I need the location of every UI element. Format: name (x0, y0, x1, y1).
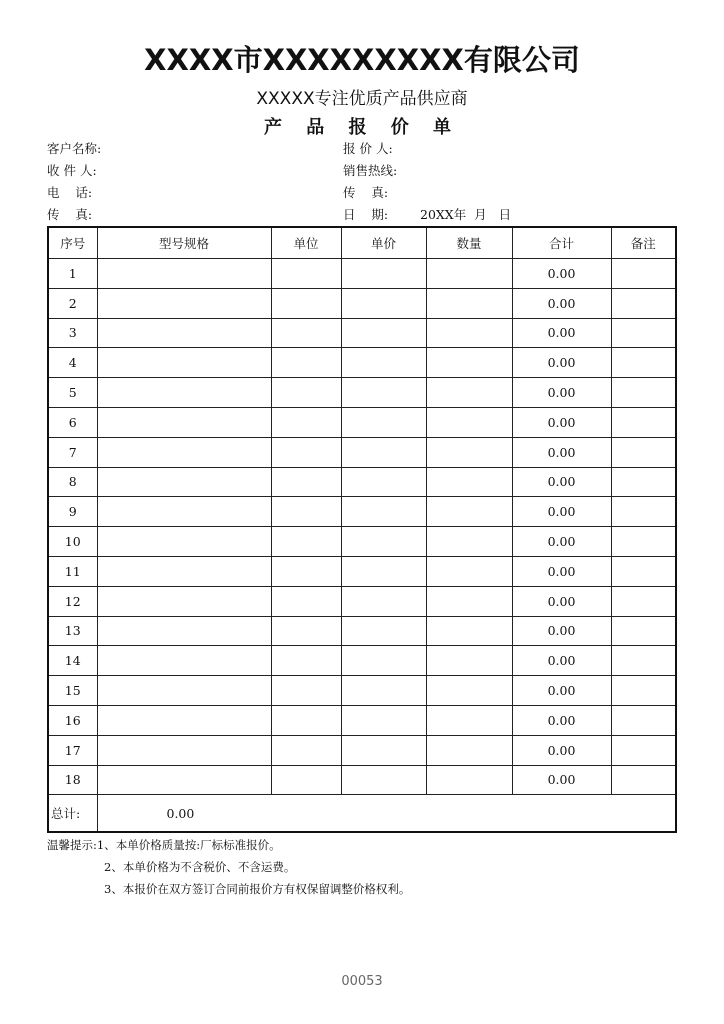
quantity-cell[interactable] (426, 586, 512, 616)
unit-price-cell[interactable] (341, 497, 426, 527)
unit-price-cell[interactable] (341, 378, 426, 408)
unit-price-cell[interactable] (341, 646, 426, 676)
quantity-cell[interactable] (426, 259, 512, 289)
row-total-cell: 0.00 (512, 497, 611, 527)
unit-price-cell[interactable] (341, 616, 426, 646)
document-title: 产 品 报 价 单 (263, 117, 461, 138)
quantity-cell[interactable] (426, 556, 512, 586)
row-total-cell: 0.00 (512, 259, 611, 289)
remarks-cell[interactable] (611, 497, 676, 527)
row-number-cell: 18 (48, 765, 97, 795)
model-spec-cell[interactable] (97, 437, 271, 467)
date-label: 日 期: (343, 207, 389, 222)
remarks-cell[interactable] (611, 646, 676, 676)
column-header: 序号 (48, 227, 97, 259)
quantity-cell[interactable] (426, 378, 512, 408)
quantity-cell[interactable] (426, 407, 512, 437)
fax-left-label: 传 真: (47, 207, 93, 222)
quantity-cell[interactable] (426, 735, 512, 765)
company-name: XXXX市XXXXXXXXX有限公司 (144, 43, 580, 77)
table-row (48, 288, 676, 318)
row-number-cell: 4 (48, 348, 97, 378)
row-number-cell: 14 (48, 646, 97, 676)
table-row (48, 259, 676, 289)
row-number-cell: 7 (48, 437, 97, 467)
row-number-cell: 6 (48, 407, 97, 437)
remarks-cell[interactable] (611, 378, 676, 408)
unit-price-cell[interactable] (341, 318, 426, 348)
remarks-cell[interactable] (611, 556, 676, 586)
quote-table (47, 226, 677, 833)
remarks-cell[interactable] (611, 586, 676, 616)
table-row (48, 705, 676, 735)
remarks-cell[interactable] (611, 288, 676, 318)
sales-hotline-label: 销售热线: (343, 163, 398, 178)
model-spec-cell[interactable] (97, 646, 271, 676)
note-line-3: 3、本报价在双方签订合同前报价方有权保留调整价格权利。 (104, 882, 411, 896)
company-slogan: XXXXX专注优质产品供应商 (256, 89, 468, 109)
remarks-cell[interactable] (611, 705, 676, 735)
remarks-cell[interactable] (611, 437, 676, 467)
model-spec-cell[interactable] (97, 676, 271, 706)
row-total-cell: 0.00 (512, 437, 611, 467)
quantity-cell[interactable] (426, 288, 512, 318)
model-spec-cell[interactable] (97, 288, 271, 318)
row-number-cell: 10 (48, 527, 97, 557)
row-total-cell: 0.00 (512, 407, 611, 437)
unit-cell[interactable] (271, 288, 341, 318)
remarks-cell[interactable] (611, 527, 676, 557)
table-row (48, 348, 676, 378)
unit-price-cell[interactable] (341, 676, 426, 706)
row-number-cell: 9 (48, 497, 97, 527)
quantity-cell[interactable] (426, 527, 512, 557)
model-spec-cell[interactable] (97, 407, 271, 437)
table-row (48, 676, 676, 706)
table-row (48, 735, 676, 765)
table-row (48, 467, 676, 497)
row-total-cell: 0.00 (512, 646, 611, 676)
column-header: 合计 (512, 227, 611, 259)
row-total-cell: 0.00 (512, 527, 611, 557)
row-number-cell: 1 (48, 259, 97, 289)
model-spec-cell[interactable] (97, 765, 271, 795)
unit-cell[interactable] (271, 527, 341, 557)
unit-cell[interactable] (271, 556, 341, 586)
unit-price-cell[interactable] (341, 407, 426, 437)
row-number-cell: 5 (48, 378, 97, 408)
date-value: 20XX年 月 日 (420, 207, 512, 222)
remarks-cell[interactable] (611, 407, 676, 437)
unit-price-cell[interactable] (341, 527, 426, 557)
grand-total-value: 0.00 (97, 795, 676, 833)
quantity-cell[interactable] (426, 437, 512, 467)
unit-cell[interactable] (271, 348, 341, 378)
remarks-cell[interactable] (611, 735, 676, 765)
unit-price-cell[interactable] (341, 556, 426, 586)
quantity-cell[interactable] (426, 765, 512, 795)
unit-cell[interactable] (271, 259, 341, 289)
unit-cell[interactable] (271, 735, 341, 765)
quantity-cell[interactable] (426, 676, 512, 706)
row-total-cell: 0.00 (512, 616, 611, 646)
row-total-cell: 0.00 (512, 735, 611, 765)
unit-price-cell[interactable] (341, 259, 426, 289)
table-row (48, 527, 676, 557)
row-number-cell: 11 (48, 556, 97, 586)
column-header: 单位 (271, 227, 341, 259)
unit-cell[interactable] (271, 705, 341, 735)
column-header: 数量 (426, 227, 512, 259)
unit-cell[interactable] (271, 378, 341, 408)
fax-right-label: 传 真: (343, 185, 389, 200)
model-spec-cell[interactable] (97, 497, 271, 527)
row-number-cell: 8 (48, 467, 97, 497)
row-total-cell: 0.00 (512, 467, 611, 497)
column-header: 备注 (611, 227, 676, 259)
quantity-cell[interactable] (426, 467, 512, 497)
row-number-cell: 12 (48, 586, 97, 616)
unit-price-cell[interactable] (341, 735, 426, 765)
model-spec-cell[interactable] (97, 556, 271, 586)
table-row (48, 586, 676, 616)
quantity-cell[interactable] (426, 646, 512, 676)
row-number-cell: 16 (48, 705, 97, 735)
row-total-cell: 0.00 (512, 765, 611, 795)
table-header-row (48, 227, 676, 259)
table-row (48, 646, 676, 676)
model-spec-cell[interactable] (97, 616, 271, 646)
customer-name-label: 客户名称: (47, 141, 102, 156)
unit-price-cell[interactable] (341, 765, 426, 795)
row-number-cell: 3 (48, 318, 97, 348)
row-total-cell: 0.00 (512, 348, 611, 378)
unit-price-cell[interactable] (341, 348, 426, 378)
remarks-cell[interactable] (611, 467, 676, 497)
unit-cell[interactable] (271, 318, 341, 348)
row-total-cell: 0.00 (512, 288, 611, 318)
row-total-cell: 0.00 (512, 705, 611, 735)
column-header: 单价 (341, 227, 426, 259)
unit-cell[interactable] (271, 497, 341, 527)
row-number-cell: 2 (48, 288, 97, 318)
row-total-cell: 0.00 (512, 676, 611, 706)
table-row (48, 407, 676, 437)
table-row (48, 318, 676, 348)
unit-cell[interactable] (271, 407, 341, 437)
unit-price-cell[interactable] (341, 705, 426, 735)
model-spec-cell[interactable] (97, 318, 271, 348)
row-number-cell: 17 (48, 735, 97, 765)
unit-cell[interactable] (271, 765, 341, 795)
row-total-cell: 0.00 (512, 586, 611, 616)
row-number-cell: 15 (48, 676, 97, 706)
table-row (48, 378, 676, 408)
unit-cell[interactable] (271, 646, 341, 676)
quantity-cell[interactable] (426, 318, 512, 348)
remarks-cell[interactable] (611, 259, 676, 289)
unit-cell[interactable] (271, 676, 341, 706)
table-row (48, 497, 676, 527)
model-spec-cell[interactable] (97, 527, 271, 557)
model-spec-cell[interactable] (97, 735, 271, 765)
model-spec-cell[interactable] (97, 586, 271, 616)
unit-price-cell[interactable] (341, 586, 426, 616)
unit-cell[interactable] (271, 616, 341, 646)
row-total-cell: 0.00 (512, 378, 611, 408)
remarks-cell[interactable] (611, 318, 676, 348)
table-row (48, 616, 676, 646)
unit-price-cell[interactable] (341, 437, 426, 467)
note-line-2: 2、本单价格为不含税价、不含运费。 (104, 860, 296, 874)
column-header: 型号规格 (97, 227, 271, 259)
model-spec-cell[interactable] (97, 348, 271, 378)
quoter-label: 报 价 人: (343, 141, 393, 156)
model-spec-cell[interactable] (97, 378, 271, 408)
table-row (48, 765, 676, 795)
remarks-cell[interactable] (611, 676, 676, 706)
quantity-cell[interactable] (426, 348, 512, 378)
table-row (48, 556, 676, 586)
table-row (48, 437, 676, 467)
row-number-cell: 13 (48, 616, 97, 646)
row-total-cell: 0.00 (512, 556, 611, 586)
unit-cell[interactable] (271, 467, 341, 497)
model-spec-cell[interactable] (97, 467, 271, 497)
quantity-cell[interactable] (426, 616, 512, 646)
quantity-cell[interactable] (426, 497, 512, 527)
page-number: 00053 (341, 974, 383, 989)
unit-cell[interactable] (271, 437, 341, 467)
model-spec-cell[interactable] (97, 259, 271, 289)
remarks-cell[interactable] (611, 348, 676, 378)
quantity-cell[interactable] (426, 705, 512, 735)
model-spec-cell[interactable] (97, 705, 271, 735)
grand-total-label: 总计: (48, 795, 97, 833)
unit-cell[interactable] (271, 586, 341, 616)
row-total-cell: 0.00 (512, 318, 611, 348)
note-line-1: 温馨提示:1、本单价格质量按:厂标标准报价。 (47, 838, 281, 852)
phone-label: 电 话: (47, 185, 93, 200)
remarks-cell[interactable] (611, 616, 676, 646)
recipient-label: 收 件 人: (47, 163, 97, 178)
unit-price-cell[interactable] (341, 467, 426, 497)
unit-price-cell[interactable] (341, 288, 426, 318)
remarks-cell[interactable] (611, 765, 676, 795)
grand-total-row (48, 795, 676, 833)
